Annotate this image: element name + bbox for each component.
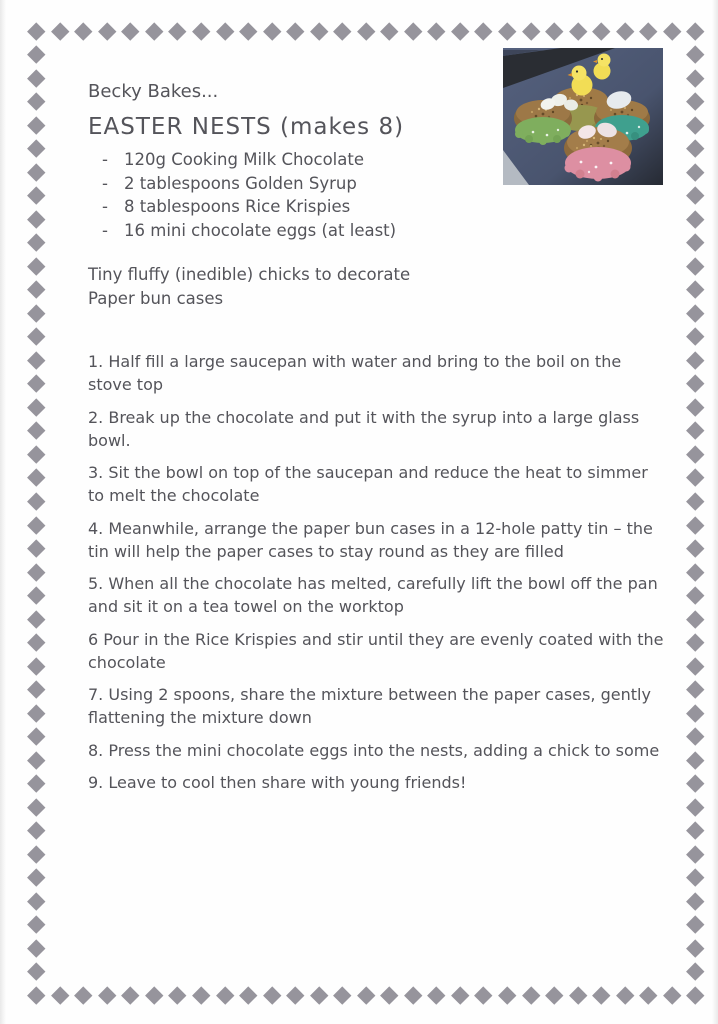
page-title: EASTER NESTS (makes 8) <box>88 114 405 140</box>
diamond-icon <box>51 986 69 1004</box>
diamond-icon <box>687 445 705 463</box>
diamond-icon <box>51 22 69 40</box>
diamond-icon <box>122 22 140 40</box>
diamond-icon <box>122 986 140 1004</box>
diamond-icon <box>28 610 46 628</box>
recipe-step: 2. Break up the chocolate and put it with the syrup into a large glass bowl. <box>88 407 640 450</box>
recipe-step: 3. Sit the bowl on top of the saucepan and reduce the heat to simmer to melt the chocolate <box>88 463 648 505</box>
diamond-icon <box>287 22 305 40</box>
diamond-icon <box>522 986 540 1004</box>
diamond-icon <box>145 22 163 40</box>
recipe-step: 6 Pour in the Rice Krispies and stir until they are evenly coated with the chocolate <box>88 629 664 672</box>
diamond-icon <box>687 398 705 416</box>
diamond-icon <box>687 822 705 840</box>
diamond-icon <box>687 116 705 134</box>
diamond-icon <box>28 657 46 675</box>
ingredient-item <box>88 195 508 219</box>
diamond-icon <box>28 187 46 205</box>
diamond-icon <box>616 986 634 1004</box>
diamond-icon <box>28 375 46 393</box>
diamond-icon <box>687 869 705 887</box>
diamond-icon <box>287 986 305 1004</box>
diamond-icon <box>687 46 705 64</box>
diamond-icon <box>687 963 705 981</box>
diamond-icon <box>687 775 705 793</box>
diamond-icon <box>98 22 116 40</box>
diamond-icon <box>687 281 705 299</box>
diamond-icon <box>28 775 46 793</box>
diamond-icon <box>687 610 705 628</box>
diamond-icon <box>28 46 46 64</box>
diamond-icon <box>687 492 705 510</box>
diamond-icon <box>28 539 46 557</box>
diamond-icon <box>687 210 705 228</box>
diamond-icon <box>687 728 705 746</box>
diamond-icon <box>593 986 611 1004</box>
recipe-step: 5. When all the chocolate has melted, carefully lift the bowl off the pan and sit it on a tea towel on the worktop <box>88 574 658 616</box>
diamond-icon <box>28 69 46 87</box>
diamond-icon <box>475 986 493 1004</box>
diamond-icon <box>28 328 46 346</box>
diamond-icon <box>545 22 563 40</box>
diamond-icon <box>357 986 375 1004</box>
diamond-icon <box>687 422 705 440</box>
diamond-icon <box>334 986 352 1004</box>
diamond-icon <box>334 22 352 40</box>
diamond-icon <box>28 916 46 934</box>
diamond-icon <box>75 22 93 40</box>
diamond-icon <box>640 986 658 1004</box>
diamond-icon <box>687 257 705 275</box>
diamond-icon <box>687 140 705 158</box>
diamond-icon <box>28 516 46 534</box>
diamond-icon <box>451 22 469 40</box>
diamond-icon <box>687 798 705 816</box>
diamond-icon <box>28 304 46 322</box>
diamond-icon <box>687 375 705 393</box>
diamond-icon <box>28 939 46 957</box>
diamond-icon <box>687 845 705 863</box>
diamond-icon <box>428 22 446 40</box>
diamond-icon <box>687 516 705 534</box>
diamond-icon <box>428 986 446 1004</box>
diamond-icon <box>28 845 46 863</box>
author-line: Becky Bakes... <box>88 81 219 102</box>
ingredient-item <box>88 172 508 196</box>
diamond-icon <box>28 445 46 463</box>
bullet-dash: - <box>102 150 108 169</box>
diamond-icon <box>687 986 705 1004</box>
diamond-icon <box>687 751 705 769</box>
recipe-step: 1. Half fill a large saucepan with water and bring to the boil on the stove top <box>88 352 622 394</box>
diamond-icon <box>28 398 46 416</box>
diamond-icon <box>28 681 46 699</box>
diamond-icon <box>28 822 46 840</box>
ingredient-item <box>88 148 508 172</box>
diamond-icon <box>498 986 516 1004</box>
diamond-icon <box>28 22 46 40</box>
diamond-icon <box>239 22 257 40</box>
diamond-icon <box>498 22 516 40</box>
diamond-icon <box>451 986 469 1004</box>
diamond-icon <box>28 728 46 746</box>
recipe-step: 4. Meanwhile, arrange the paper bun cases in a 12-hole patty tin – the tin will help the paper cases to stay round as they are filled <box>88 518 653 561</box>
recipe-step: 9. Leave to cool then share with young friends! <box>88 773 467 792</box>
diamond-icon <box>28 351 46 369</box>
diamond-icon <box>28 751 46 769</box>
diamond-icon <box>169 22 187 40</box>
diamond-icon <box>687 22 705 40</box>
diamond-icon <box>687 187 705 205</box>
diamond-icon <box>28 469 46 487</box>
bullet-dash: - <box>102 220 108 240</box>
diamond-icon <box>28 234 46 252</box>
recipe-step: 8. Press the mini chocolate eggs into the nests, adding a chick to some <box>88 740 660 760</box>
diamond-icon <box>687 916 705 934</box>
diamond-icon <box>593 22 611 40</box>
diamond-icon <box>75 986 93 1004</box>
diamond-icon <box>28 633 46 651</box>
extra-item: Tiny fluffy (inedible) chicks to decorate <box>88 265 411 284</box>
diamond-icon <box>28 963 46 981</box>
diamond-icon <box>381 22 399 40</box>
diamond-icon <box>357 22 375 40</box>
diamond-icon <box>663 986 681 1004</box>
diamond-icon <box>192 986 210 1004</box>
diamond-icon <box>216 22 234 40</box>
diamond-icon <box>687 539 705 557</box>
diamond-icon <box>169 986 187 1004</box>
diamond-icon <box>687 234 705 252</box>
diamond-icon <box>640 22 658 40</box>
diamond-icon <box>687 681 705 699</box>
diamond-icon <box>28 163 46 181</box>
diamond-icon <box>28 704 46 722</box>
diamond-icon <box>687 586 705 604</box>
diamond-icon <box>28 563 46 581</box>
diamond-icon <box>28 281 46 299</box>
diamond-icon <box>404 22 422 40</box>
diamond-icon <box>687 633 705 651</box>
diamond-icon <box>663 22 681 40</box>
diamond-icon <box>687 892 705 910</box>
diamond-icon <box>616 22 634 40</box>
diamond-icon <box>28 257 46 275</box>
extra-item: Paper bun cases <box>88 288 224 308</box>
ingredient-text: 120g Cooking Milk Chocolate <box>124 150 364 169</box>
diamond-icon <box>28 422 46 440</box>
diamond-icon <box>28 140 46 158</box>
diamond-icon <box>687 351 705 369</box>
ingredient-text: 16 mini chocolate eggs (at least) <box>124 220 397 240</box>
diamond-icon <box>28 986 46 1004</box>
extras-block <box>88 263 518 310</box>
diamond-icon <box>28 116 46 134</box>
diamond-icon <box>239 986 257 1004</box>
diamond-icon <box>687 163 705 181</box>
diamond-icon <box>404 986 422 1004</box>
diamond-icon <box>569 22 587 40</box>
diamond-icon <box>687 93 705 111</box>
bullet-dash: - <box>102 197 108 216</box>
ingredient-list <box>88 148 508 242</box>
diamond-icon <box>28 586 46 604</box>
diamond-icon <box>687 563 705 581</box>
diamond-icon <box>28 798 46 816</box>
ingredient-item <box>88 219 508 243</box>
diamond-icon <box>28 93 46 111</box>
diamond-icon <box>192 22 210 40</box>
diamond-icon <box>687 704 705 722</box>
diamond-icon <box>310 986 328 1004</box>
diamond-icon <box>28 869 46 887</box>
diamond-icon <box>687 69 705 87</box>
diamond-icon <box>216 986 234 1004</box>
ingredient-text: 8 tablespoons Rice Krispies <box>124 197 351 216</box>
diamond-icon <box>28 492 46 510</box>
steps-block <box>88 350 666 804</box>
diamond-icon <box>687 304 705 322</box>
diamond-icon <box>263 986 281 1004</box>
diamond-icon <box>545 986 563 1004</box>
diamond-icon <box>28 210 46 228</box>
diamond-icon <box>381 986 399 1004</box>
diamond-icon <box>569 986 587 1004</box>
recipe-photo <box>503 48 663 185</box>
recipe-step: 7. Using 2 spoons, share the mixture between the paper cases, gently flattening the mixture down <box>88 685 651 727</box>
diamond-icon <box>687 939 705 957</box>
diamond-icon <box>28 892 46 910</box>
bullet-dash: - <box>102 173 108 193</box>
diamond-icon <box>687 657 705 675</box>
ingredient-text: 2 tablespoons Golden Syrup <box>124 173 357 193</box>
diamond-icon <box>98 986 116 1004</box>
diamond-icon <box>687 328 705 346</box>
diamond-icon <box>145 986 163 1004</box>
diamond-icon <box>522 22 540 40</box>
diamond-icon <box>687 469 705 487</box>
diamond-icon <box>263 22 281 40</box>
diamond-icon <box>475 22 493 40</box>
diamond-icon <box>310 22 328 40</box>
